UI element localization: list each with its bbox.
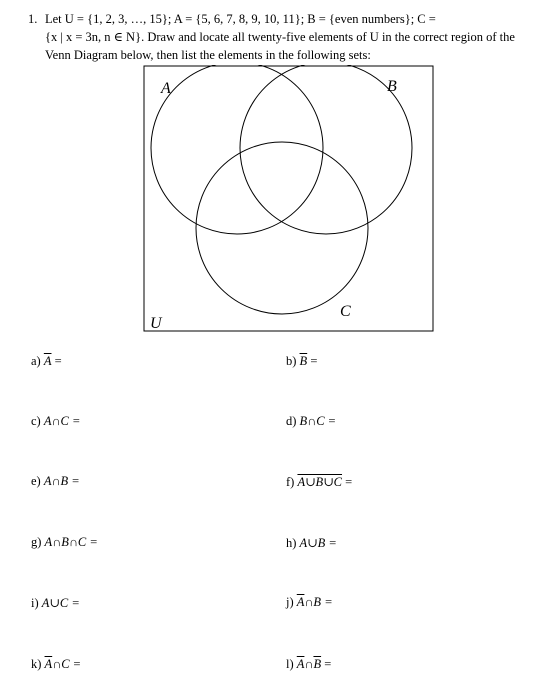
question-g-expr: A∩B∩C = — [44, 535, 98, 549]
venn-diagram — [143, 65, 435, 333]
circle-c — [196, 142, 368, 314]
universal-set-box — [144, 66, 433, 331]
question-h: h) A∪B = — [286, 536, 337, 550]
question-k: k) $\overline{A}\cap C$ = — [31, 657, 82, 671]
question-l: l) $\overline{A}\cap\overline{B}$ = — [286, 657, 332, 671]
question-b: b) $\overline{B}$ = — [286, 354, 318, 368]
question-l-op: ∩ — [304, 657, 314, 671]
question-k-expr2: ∩C = — [52, 657, 82, 671]
question-g: g) A∩B∩C = — [31, 535, 98, 549]
question-l-expr1: $\overline{A}$ — [296, 657, 305, 671]
question-k-expr1: $\overline{A}$ — [44, 657, 53, 671]
question-d: d) B∩C = — [286, 414, 337, 428]
label-u: U — [150, 315, 162, 332]
question-e: e) A∩B = — [31, 474, 80, 488]
question-c: c) A∩C = — [31, 414, 81, 428]
question-j-expr1: $\overline{A}$ — [296, 595, 305, 609]
question-j-expr2: ∩B = — [304, 595, 333, 609]
question-a: a) $\overline{A}$ = — [31, 354, 62, 368]
question-a-expr: $\overline{A}$ — [43, 354, 52, 368]
question-h-expr: A∪B = — [299, 536, 337, 550]
label-b: B — [387, 78, 397, 95]
question-b-expr: $\overline{B}$ — [299, 354, 308, 368]
question-e-expr: A∩B = — [43, 474, 80, 488]
label-c: C — [340, 303, 351, 320]
question-f: f) A∪B∪C = — [286, 475, 353, 489]
problem-line-1: Let U = {1, 2, 3, …, 15}; A = {5, 6, 7, 8, 9, 10, 11}; B = {even numbers}; C = — [45, 12, 436, 26]
question-i: i) A∪C = — [31, 596, 80, 610]
question-i-expr: A∪C = — [41, 596, 80, 610]
label-a: A — [161, 80, 171, 97]
problem-number: 1. — [28, 12, 38, 26]
question-d-expr: B∩C = — [299, 414, 337, 428]
question-j: j) $\overline{A}\cap B$ = — [286, 595, 333, 609]
circle-a — [151, 65, 323, 234]
question-l-expr2: $\overline{B}$ — [313, 657, 322, 671]
question-f-expr: A∪B∪C — [297, 475, 343, 489]
problem-line-3: Venn Diagram below, then list the elements in the following sets: — [45, 48, 371, 62]
question-c-expr: A∩C = — [43, 414, 81, 428]
problem-line-2: {x | x = 3n, n ∈ N}. Draw and locate all twenty-five elements of U in the correct region of the — [45, 30, 515, 44]
